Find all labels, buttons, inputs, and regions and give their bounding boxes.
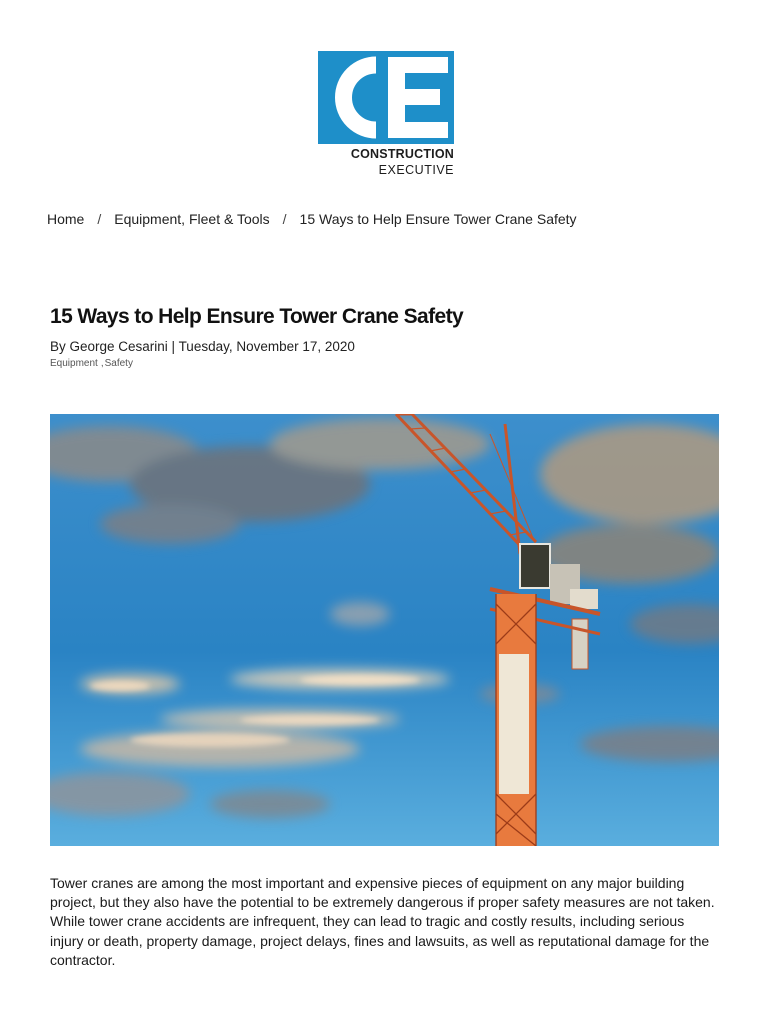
logo-text-executive: EXECUTIVE <box>378 163 454 177</box>
article-hero-image <box>50 414 719 846</box>
tag-safety-link[interactable]: Safety <box>104 358 133 369</box>
breadcrumb-category-link[interactable]: Equipment, Fleet & Tools <box>114 211 270 227</box>
tag-separator: , <box>100 358 104 369</box>
logo-text-construction: CONSTRUCTION <box>350 147 454 161</box>
breadcrumb <box>47 211 577 227</box>
article-byline: By George Cesarini | Tuesday, November 17, 2020 <box>50 339 355 354</box>
article-tags <box>50 358 133 369</box>
site-logo[interactable] <box>318 51 454 181</box>
ce-logo-mark-icon <box>318 51 454 144</box>
breadcrumb-current-page: 15 Ways to Help Ensure Tower Crane Safety <box>299 211 577 227</box>
article-body-paragraph: Tower cranes are among the most important and expensive pieces of equipment on any major building project, but they also have the potential to be extremely dangerous if proper safety measures are not taken. While tower crane accidents are infrequent, they can lead to tragic and costly results, including serious injury or death, property damage, project delays, fines and lawsuits, as well as reputational damage for the contractor. <box>50 875 715 968</box>
tower-crane-photo <box>50 414 719 846</box>
breadcrumb-home-link[interactable]: Home <box>47 211 85 227</box>
article-title: 15 Ways to Help Ensure Tower Crane Safety <box>50 305 464 328</box>
breadcrumb-separator: / <box>282 211 287 227</box>
breadcrumb-separator: / <box>97 211 102 227</box>
tag-equipment-link[interactable]: Equipment <box>50 358 98 369</box>
